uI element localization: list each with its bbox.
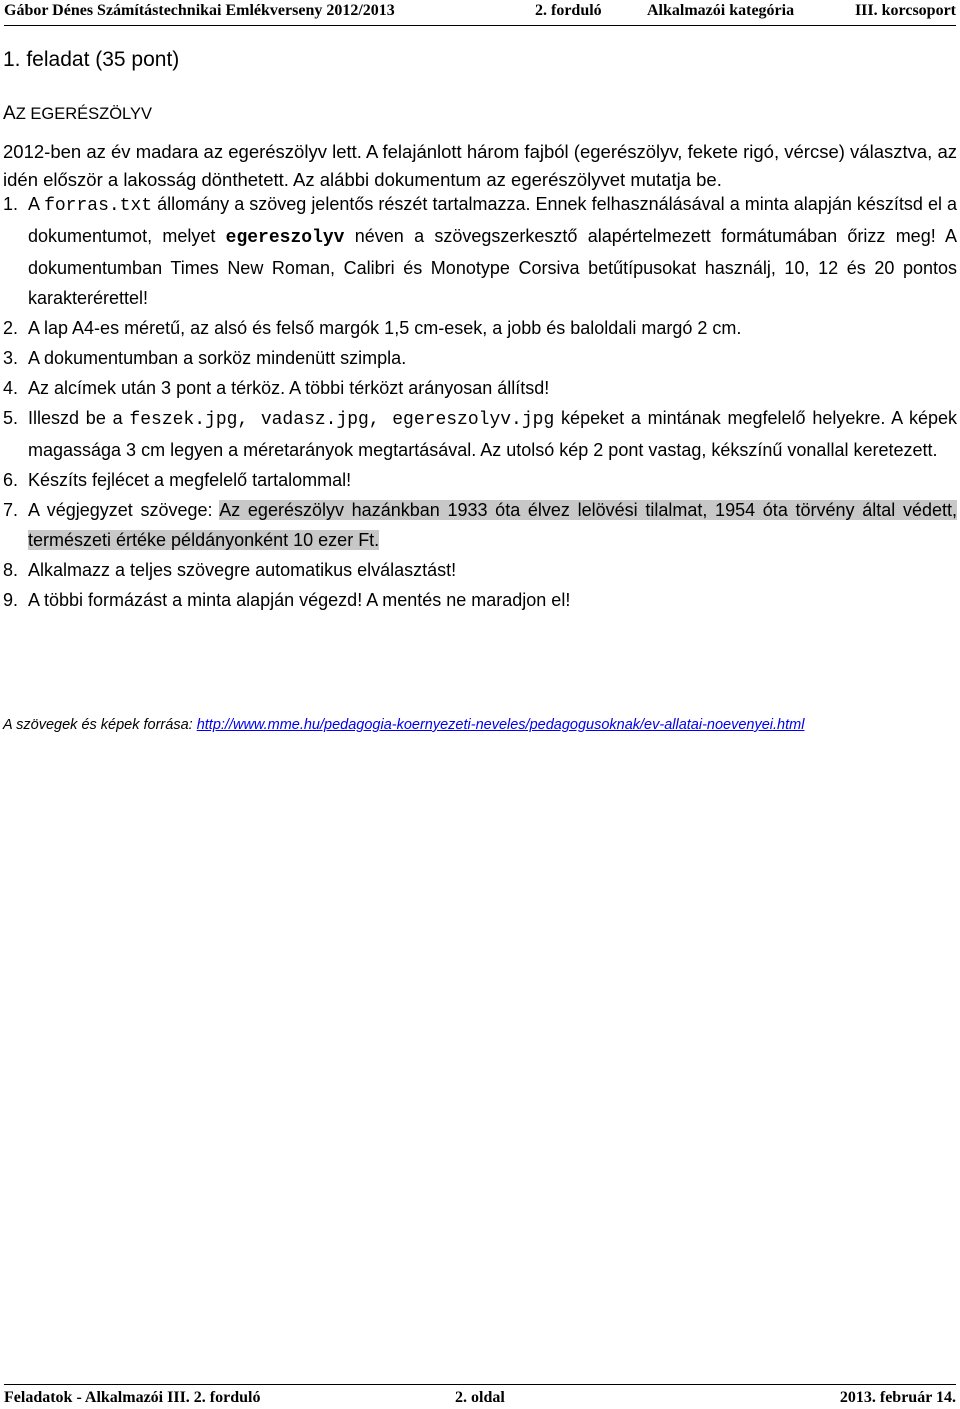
task-item	[3, 403, 957, 465]
footer-date: 2013. február 14.	[839, 1389, 956, 1406]
task-number: 8.	[3, 560, 19, 580]
task-text: A többi formázást a minta alapján végezd! A mentés ne maradjon el!	[28, 590, 571, 610]
task-list	[3, 189, 957, 615]
header-group: III. korcsoport	[854, 2, 956, 19]
section-title	[3, 103, 152, 125]
task-number: 5.	[3, 408, 19, 428]
task-text: A	[28, 194, 45, 214]
task-text: Alkalmazz a teljes szövegre automatikus elválasztást!	[28, 560, 457, 580]
highlighted-endnote-text: Az egerészölyv hazánkban 1933 óta élvez lelövési tilalmat, 1954 óta törvény által védett, természeti értéke példányonként 10 ezer Ft.	[28, 500, 958, 550]
filename-text: forras.txt	[44, 196, 153, 216]
task-number: 7.	[3, 500, 19, 520]
task-text: néven a szövegszerkesztő alapértelmezett formátumában őrizz meg! A dokumentumban Times New Roman, Calibri és Monotype Corsiva betűtípusokat használj, 10, 12 és 20 pontos karakterérettel!	[28, 226, 958, 308]
task-number: 3.	[3, 348, 19, 368]
task-text: A dokumentumban a sorköz mindenütt szimpla.	[28, 348, 407, 368]
filename-text: feszek.jpg, vadasz.jpg, egereszolyv.jpg	[129, 410, 555, 430]
source-line	[3, 717, 804, 733]
document-name-text: egereszolyv	[225, 228, 345, 248]
task-item	[3, 555, 957, 585]
task-number: 2.	[3, 318, 19, 338]
header-round: 2. forduló	[535, 2, 602, 19]
section-title-rest: Z EGERÉSZÖLYV	[15, 105, 152, 123]
footer-title: Feladatok - Alkalmazói III. 2. forduló	[4, 1389, 261, 1406]
task-item	[3, 465, 957, 495]
task-item	[3, 343, 957, 373]
task-number: 9.	[3, 590, 19, 610]
footer-page-number: 2. oldal	[455, 1389, 505, 1406]
task-title: 1. feladat (35 pont)	[3, 48, 180, 71]
header-category: Alkalmazói kategória	[647, 2, 795, 19]
task-number: 1.	[3, 194, 19, 214]
task-text: A lap A4-es méretű, az alsó és felső margók 1,5 cm-esek, a jobb és baloldali margó 2 cm.	[28, 318, 742, 338]
task-text: A végjegyzet szövege:	[28, 500, 220, 520]
intro-paragraph: 2012-ben az év madara az egerészölyv lett. A felajánlott három fajból (egerészölyv, fekete rigó, vércse) választva, az idén először a lakosság dönthetett. Az alábbi dokumentum az egerészölyvet mutatja be.	[3, 141, 957, 190]
source-link[interactable]: http://www.mme.hu/pedagogia-koernyezeti-neveles/pedagogusoknak/ev-allatai-noevenyei.html	[196, 717, 805, 733]
task-text: képeket a mintának megfelelő helyekre. A képek magassága 3 cm legyen a méretarányok megtartásával. Az utolsó kép 2 pont vastag, kékszínű vonallal keretezett.	[28, 408, 957, 460]
section-title-first-letter: A	[3, 103, 16, 124]
task-text: Illeszd be a	[28, 408, 130, 428]
task-text: Az alcímek után 3 pont a térköz. A többi térközt arányosan állítsd!	[28, 378, 550, 398]
page-header	[4, 0, 956, 26]
task-item	[3, 313, 957, 343]
task-text: Készíts fejlécet a megfelelő tartalommal!	[28, 470, 352, 490]
source-label: A szövegek és képek forrása:	[3, 717, 197, 733]
task-item	[3, 585, 957, 615]
page-footer	[4, 1384, 956, 1409]
task-number: 4.	[3, 378, 19, 398]
header-competition: Gábor Dénes Számítástechnikai Emlékverseny 2012/2013	[4, 2, 395, 19]
task-item	[3, 189, 957, 313]
task-number: 6.	[3, 470, 19, 490]
task-text: állomány a szöveg jelentős részét tartalmazza. Ennek felhasználásával a minta alapján készítsd el a dokumentumot, melyet	[28, 194, 958, 246]
task-item	[3, 495, 957, 555]
task-item	[3, 373, 957, 403]
